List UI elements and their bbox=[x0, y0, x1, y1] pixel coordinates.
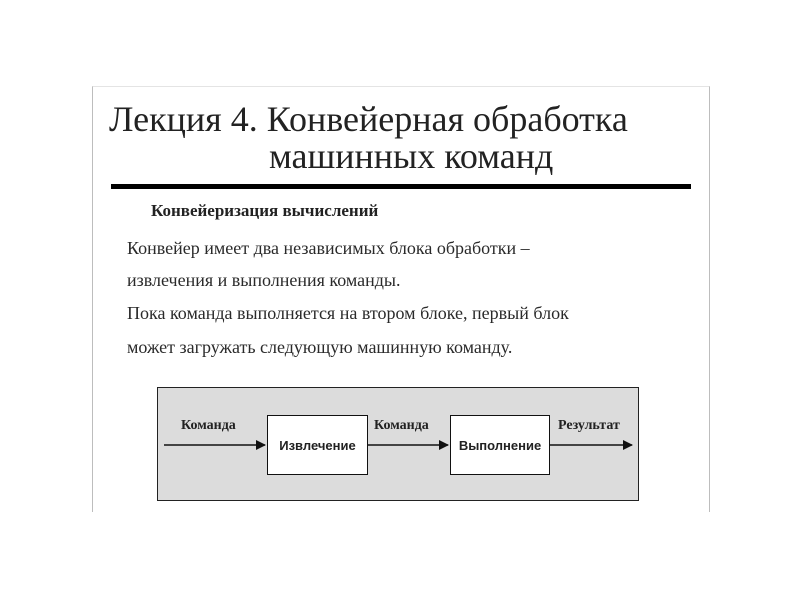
title-line-1: Лекция 4. Конвейерная обработка bbox=[109, 99, 628, 139]
title-divider bbox=[111, 184, 691, 189]
pipeline-diagram bbox=[157, 387, 639, 501]
paragraph-line-1: Конвейер имеет два независимых блока обработки – bbox=[127, 238, 530, 258]
stage-fetch-box: Извлечение bbox=[267, 415, 368, 475]
title-line-2: машинных команд bbox=[269, 136, 554, 176]
output-label: Результат bbox=[558, 418, 620, 433]
input-label: Команда bbox=[181, 418, 236, 433]
paragraph-line-2: извлечения и выполнения команды. bbox=[127, 270, 401, 290]
slide bbox=[92, 86, 710, 512]
section-subtitle: Конвейеризация вычислений bbox=[151, 201, 379, 220]
middle-label: Команда bbox=[374, 418, 429, 433]
stage-execute-box: Выполнение bbox=[450, 415, 550, 475]
paragraph-line-4: может загружать следующую машинную команду. bbox=[127, 337, 513, 357]
paragraph-line-3: Пока команда выполняется на втором блоке, первый блок bbox=[127, 303, 569, 323]
page-title bbox=[109, 101, 628, 175]
pipeline-arrows bbox=[158, 388, 638, 500]
